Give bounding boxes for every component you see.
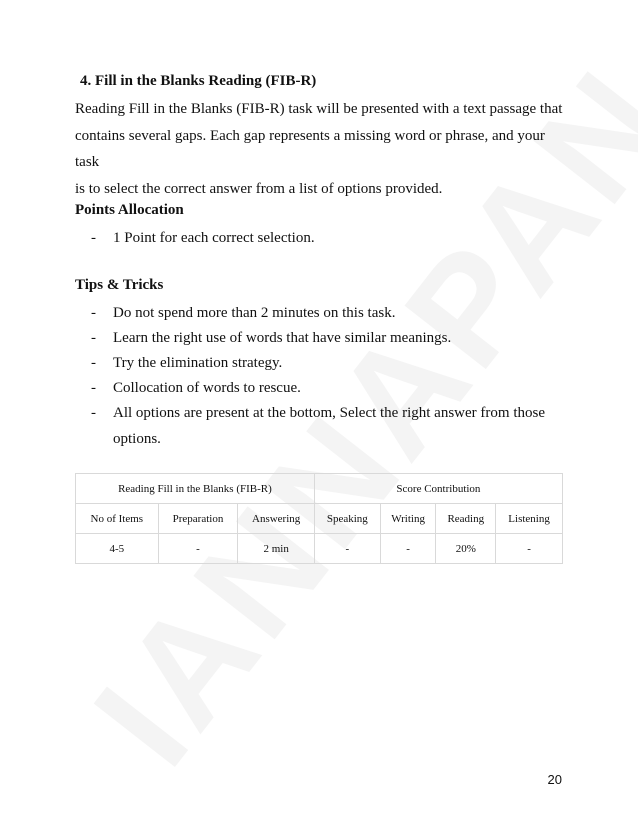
table-header-cell: Writing	[380, 504, 436, 534]
table-cell: 20%	[436, 534, 496, 564]
intro-line: contains several gaps. Each gap represents a missing word or phrase, and your task	[75, 127, 545, 170]
table-header-cell: Speaking	[314, 504, 380, 534]
bullet-dash: -	[91, 380, 96, 396]
tips-item	[91, 400, 545, 452]
points-item	[91, 225, 315, 251]
intro-line: Reading Fill in the Blanks (FIB-R) task will be presented with a text passage that	[75, 101, 563, 117]
tips-item-text: Try the elimination strategy.	[113, 355, 283, 371]
bullet-dash: -	[91, 230, 96, 246]
intro-paragraph	[75, 96, 565, 202]
tips-item-text: Collocation of words to rescue.	[113, 380, 301, 396]
table-row	[76, 534, 563, 564]
points-heading: Points Allocation	[75, 202, 184, 218]
bullet-dash: -	[91, 305, 96, 321]
table-cell: -	[314, 534, 380, 564]
table-cell: 4-5	[76, 534, 159, 564]
tips-item	[91, 350, 282, 376]
table-cell: -	[380, 534, 436, 564]
tips-item-text: All options are present at the bottom, Select the right answer from those	[113, 405, 545, 421]
table-cell: -	[158, 534, 238, 564]
tips-item-text: Do not spend more than 2 minutes on this task.	[113, 305, 396, 321]
table-group-header: Score Contribution	[314, 474, 562, 504]
tips-item	[91, 325, 451, 351]
tips-item-continuation: options.	[113, 431, 161, 447]
points-item-text: 1 Point for each correct selection.	[113, 230, 315, 246]
section-heading: 4. Fill in the Blanks Reading (FIB-R)	[80, 73, 317, 89]
bullet-dash: -	[91, 405, 96, 421]
table-header-cell: Listening	[496, 504, 563, 534]
table-header-row	[76, 504, 563, 534]
table-cell: -	[496, 534, 563, 564]
table-header-cell: Reading	[436, 504, 496, 534]
bullet-dash: -	[91, 330, 96, 346]
tips-heading: Tips & Tricks	[75, 277, 164, 293]
table-group-row	[76, 474, 563, 504]
tips-item-text: Learn the right use of words that have similar meanings.	[113, 330, 452, 346]
page-number: 20	[547, 772, 562, 787]
summary-table	[75, 473, 563, 564]
tips-item	[91, 300, 395, 326]
tips-item	[91, 375, 301, 401]
table-header-cell: No of Items	[76, 504, 159, 534]
table-group-header: Reading Fill in the Blanks (FIB-R)	[76, 474, 315, 504]
bullet-dash: -	[91, 355, 96, 371]
table-header-cell: Answering	[238, 504, 314, 534]
intro-line: is to select the correct answer from a list of options provided.	[75, 180, 443, 197]
table-header-cell: Preparation	[158, 504, 238, 534]
table-cell: 2 min	[238, 534, 314, 564]
